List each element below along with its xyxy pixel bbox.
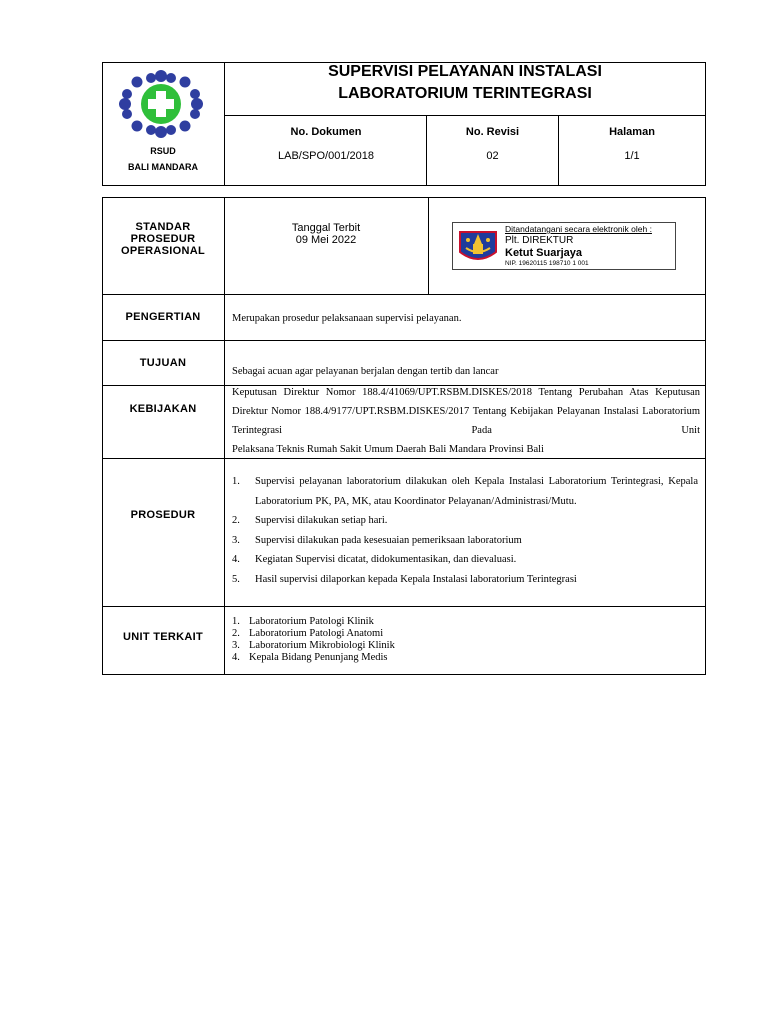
unit-item: 3. Laboratorium Mikrobiologi Klinik (232, 640, 395, 651)
revision-value: 02 (486, 150, 499, 162)
tujuan-label: TUJUAN (139, 357, 187, 369)
logo-caption-name: BALI MANDARA (128, 162, 198, 172)
issue-date-label: Tanggal Terbit (291, 222, 361, 234)
signer-role: Plt. DIREKTUR (505, 235, 574, 246)
prosedur-item: 2. Supervisi dilakukan setiap hari. (232, 515, 388, 526)
kebijakan-paragraph-2: Pelaksana Teknis Rumah Sakit Umum Daerah Bali Mandara Provinsi Bali (232, 444, 544, 455)
unit-terkait-list (232, 616, 698, 664)
prosedur-item: 5. Hasil supervisi dilaporkan kepada Kepala Instalasi laboratorium Terintegrasi (232, 573, 577, 585)
sop-label-2: PROSEDUR (130, 233, 196, 245)
sop-label-1: STANDAR (135, 221, 191, 233)
pengertian-text: Merupakan prosedur pelaksanaan supervisi pelayanan. (232, 313, 462, 324)
hospital-logo (115, 66, 207, 144)
prosedur-item: 1. Supervisi pelayanan laboratorium dilakukan oleh Kepala Instalasi Laboratorium Terintegrasi, Kepala Laboratorium PK, PA, MK, atau Koordinator Pelayanan/Administrasi/Mutu. (232, 476, 698, 507)
kebijakan-paragraph-1: Keputusan Direktur Nomor 188.4/41069/UPT.RSBM.DISKES/2018 Tentang Perubahan Atas Keputusan Direktur Nomor 188.4/9177/UPT.RSBM.DISKES/2017 Tentang Kebijakan Pelayanan Instalasi Laboratorium Terintegrasi Pada Unit (232, 387, 700, 436)
unit-item: 4. Kepala Bidang Penunjang Medis (232, 652, 388, 663)
tujuan-text: Sebagai acuan agar pelayanan berjalan dengan tertib dan lancar (232, 366, 499, 377)
kebijakan-text (232, 383, 700, 459)
logo-caption-rsud: RSUD (150, 146, 176, 156)
province-emblem-icon (456, 226, 500, 266)
e-signature-note: Ditandatangani secara elektronik oleh : (505, 224, 652, 234)
document-title-line1: SUPERVISI PELAYANAN INSTALASI (328, 63, 602, 80)
e-signature-box (452, 222, 676, 270)
signer-name: Ketut Suarjaya (505, 247, 583, 259)
page-value: 1/1 (624, 150, 640, 162)
doc-number-label: No. Dokumen (290, 126, 362, 138)
unit-terkait-label: UNIT TERKAIT (123, 631, 203, 643)
prosedur-label: PROSEDUR (130, 509, 196, 521)
prosedur-item: 4. Kegiatan Supervisi dicatat, didokumentasikan, dan dievaluasi. (232, 554, 517, 565)
issue-date-value: 09 Mei 2022 (295, 234, 357, 246)
hospital-logo-icon (115, 66, 207, 144)
unit-item: 1. Laboratorium Patologi Klinik (232, 616, 374, 627)
doc-number-value: LAB/SPO/001/2018 (277, 150, 374, 162)
pengertian-label: PENGERTIAN (125, 311, 201, 323)
page-label: Halaman (609, 126, 655, 138)
bali-province-emblem (456, 226, 500, 266)
kebijakan-label: KEBIJAKAN (129, 403, 197, 415)
prosedur-list (232, 472, 698, 589)
signer-nip: NIP. 19620115 198710 1 001 (505, 260, 589, 267)
document-title-line2: LABORATORIUM TERINTEGRASI (338, 85, 592, 102)
prosedur-item: 3. Supervisi dilakukan pada kesesuaian pemeriksaan laboratorium (232, 534, 522, 546)
unit-item: 2. Laboratorium Patologi Anatomi (232, 628, 384, 639)
sop-label-3: OPERASIONAL (121, 245, 205, 257)
revision-label: No. Revisi (465, 126, 520, 138)
